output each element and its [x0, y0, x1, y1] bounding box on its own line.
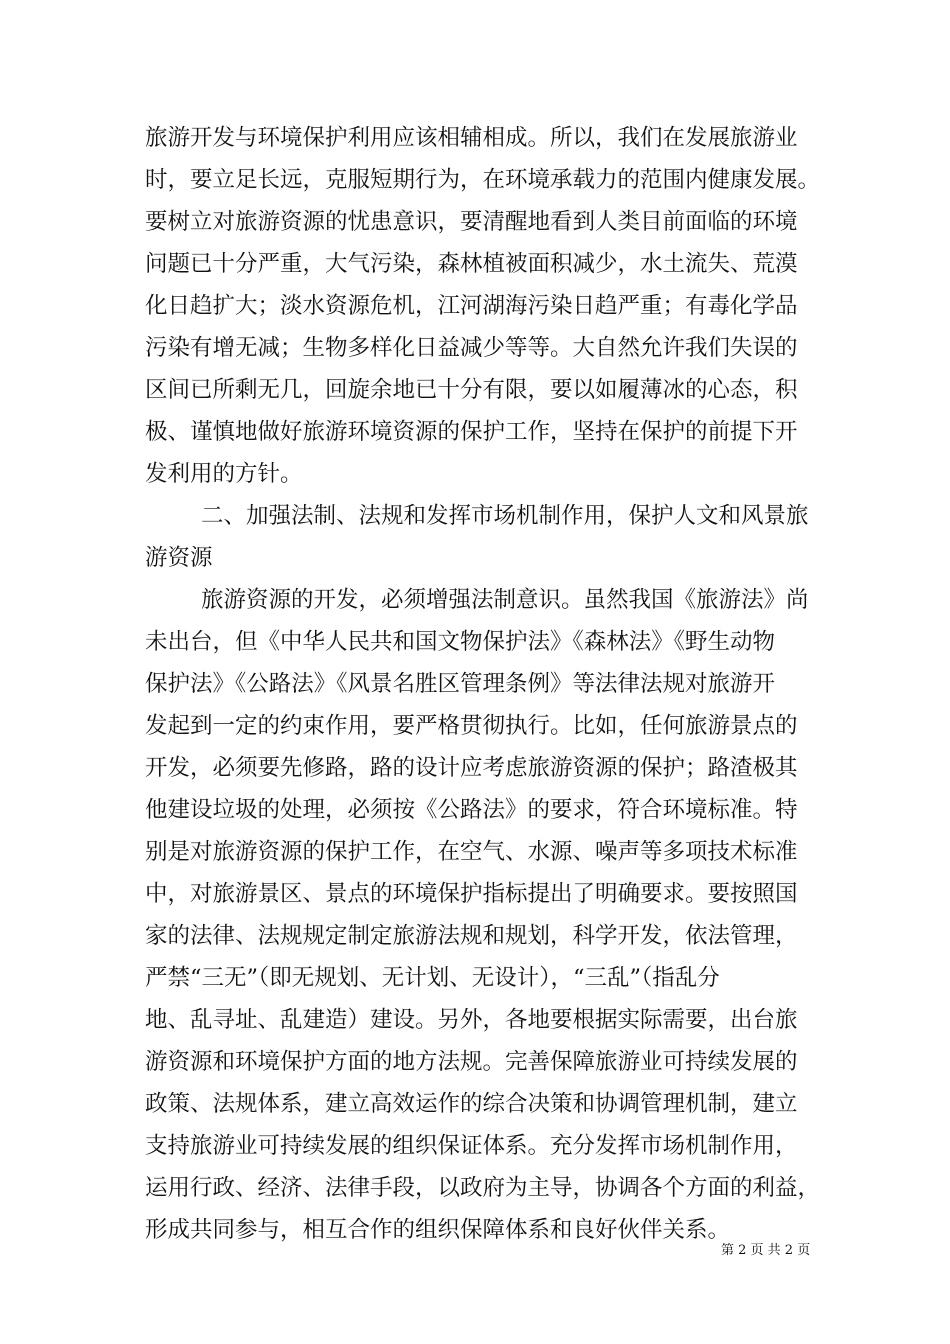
text-line: 游资源和环境保护方面的地方法规。完善保障旅游业可持续发展的	[145, 1049, 798, 1075]
paragraph-environment-protection	[145, 117, 825, 495]
text-line: 运用行政、经济、法律手段，以政府为主导，协调各个方面的利益，	[145, 1175, 821, 1201]
text-line: 政策、法规体系，建立高效运作的综合决策和协调管理机制，建立	[145, 1091, 798, 1117]
section-heading	[145, 495, 825, 579]
text-line: 中，对旅游景区、景点的环境保护指标提出了明确要求。要按照国	[145, 881, 798, 907]
heading-line: 游资源	[145, 545, 213, 571]
text-line: 化日趋扩大；淡水资源危机，江河湖海污染日趋严重；有毒化学品	[145, 293, 798, 319]
text-line: 严禁“三无”（即无规划、无计划、无设计），“三乱”（指乱分	[145, 965, 720, 991]
text-line: 家的法律、法规规定制定旅游法规和规划，科学开发，依法管理，	[145, 923, 798, 949]
text-line: 旅游资源的开发，必须增强法制意识。虽然我国《旅游法》尚	[201, 587, 809, 613]
text-line: 区间已所剩无几，回旋余地已十分有限，要以如履薄冰的心态，积	[145, 377, 798, 403]
text-line: 问题已十分严重，大气污染，森林植被面积减少，水土流失、荒漠	[145, 251, 798, 277]
text-line: 污染有增无减；生物多样化日益减少等等。大自然允许我们失误的	[145, 335, 798, 361]
text-line: 形成共同参与，相互合作的组织保障体系和良好伙伴关系。	[145, 1217, 731, 1243]
heading-line: 二、加强法制、法规和发挥市场机制作用，保护人文和风景旅	[201, 503, 809, 529]
page-number: 第 2 页 共 2 页	[721, 1243, 811, 1258]
text-line: 未出台，但《中华人民共和国文物保护法》《森林法》《野生动物	[145, 629, 776, 655]
paragraph-legal-framework	[145, 579, 825, 1251]
text-line: 时，要立足长远，克服短期行为，在环境承载力的范围内健康发展。	[145, 167, 821, 193]
text-line: 要树立对旅游资源的忧患意识，要清醒地看到人类目前面临的环境	[145, 209, 798, 235]
text-line: 地、乱寻址、乱建造）建设。另外，各地要根据实际需要，出台旅	[145, 1007, 798, 1033]
document-body	[145, 117, 825, 1251]
text-line: 别是对旅游资源的保护工作，在空气、水源、噪声等多项技术标准	[145, 839, 798, 865]
text-line: 发利用的方针。	[145, 461, 303, 487]
text-line: 开发，必须要先修路，路的设计应考虑旅游资源的保护；路渣极其	[145, 755, 798, 781]
text-line: 支持旅游业可持续发展的组织保证体系。充分发挥市场机制作用，	[145, 1133, 798, 1159]
text-line: 旅游开发与环境保护利用应该相辅相成。所以，我们在发展旅游业	[145, 125, 798, 151]
text-line: 发起到一定的约束作用，要严格贯彻执行。比如，任何旅游景点的	[145, 713, 798, 739]
text-line: 他建设垃圾的处理，必须按《公路法》的要求，符合环境标准。特	[145, 797, 798, 823]
text-line: 保护法》《公路法》《风景名胜区管理条例》等法律法规对旅游开	[145, 671, 776, 697]
text-line: 极、谨慎地做好旅游环境资源的保护工作，坚持在保护的前提下开	[145, 419, 798, 445]
